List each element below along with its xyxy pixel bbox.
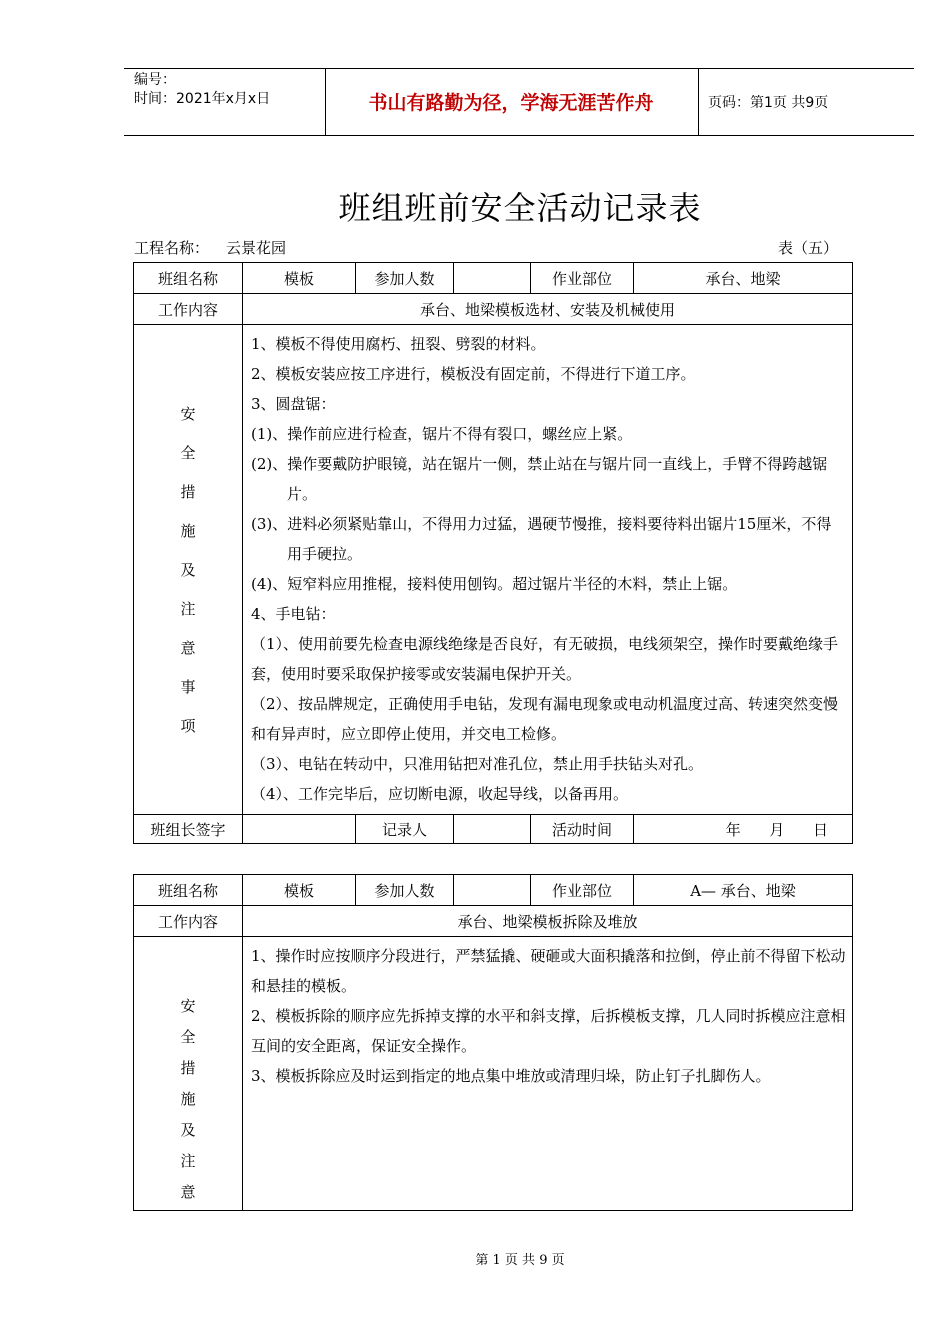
safety-item: 2、模板拆除的顺序应先拆掉支撑的水平和斜支撑，后拆模板支撑，几人同时拆模应注意相互间的安全距离，保证安全操作。 [251,1007,846,1055]
recorder-label: 记录人 [356,815,454,844]
safety-item: (4)、短窄料应用推棍，接料使用刨钩。超过锯片半径的木料，禁止上锯。 [251,575,738,593]
safety-item: （1）、使用前要先检查电源线绝缘是否良好，有无破损，电线须架空，操作时要戴绝缘手套，使用时要采取保护接零或安装漏电保护开关。 [251,635,839,683]
work-content-label: 工作内容 [134,294,243,325]
safety-item: (1)、操作前应进行检查，锯片不得有裂口，螺丝应上紧。 [251,425,633,443]
safety-measures-label [134,937,243,1211]
safety-measures-content [243,325,853,815]
safety-label-char: 事 [180,678,196,696]
header-divider [698,68,699,135]
safety-item: (3)、进料必须紧贴靠山，不得用力过猛，遇硬节慢推，接料要待料出锯片15厘米，不得用手硬拉。 [251,515,832,563]
safety-item: （2）、按品牌规定，正确使用手电钻，发现有漏电现象或电动机温度过高、转速突然变慢和有异声时，应立即停止使用，并交电工检修。 [251,695,839,743]
work-location-label: 作业部位 [531,875,634,906]
team-name-label: 班组名称 [134,263,243,294]
safety-label-char: 全 [180,444,196,462]
safety-measures-content [243,937,853,1211]
safety-label-char: 及 [180,561,196,579]
team-leader-sign-value [243,815,356,844]
doc-number-label: 编号： [134,72,176,88]
page-footer: 第 1 页 共 9 页 [475,1253,565,1268]
record-table-2 [133,874,853,1211]
work-content-label: 工作内容 [134,906,243,937]
participants-value [454,263,531,294]
safety-label-char: 全 [180,1028,196,1046]
participants-label: 参加人数 [356,263,454,294]
safety-item: 2、模板安装应按工序进行，模板没有固定前，不得进行下道工序。 [251,365,696,383]
project-label: 工程名称： [134,239,210,257]
safety-item: （3）、电钻在转动中，只准用钻把对准孔位，禁止用手扶钻头对孔。 [251,755,704,773]
work-location-value: 承台、地梁 [634,263,853,294]
safety-label-char: 项 [180,717,196,735]
recorder-value [454,815,531,844]
safety-item: 1、模板不得使用腐朽、扭裂、劈裂的材料。 [251,335,546,353]
page-title: 班组班前安全活动记录表 [338,189,702,227]
activity-time-label: 活动时间 [531,815,634,844]
safety-label-char: 安 [180,997,196,1015]
safety-measures-label [134,325,243,815]
safety-label-char: 措 [180,1059,196,1077]
work-content-value: 承台、地梁模板拆除及堆放 [243,906,853,937]
record-table-1 [133,262,853,844]
team-name-value: 模板 [243,875,356,906]
participants-label: 参加人数 [356,875,454,906]
safety-item: 3、圆盘锯： [251,395,336,413]
work-location-value: A— 承台、地梁 [634,875,853,906]
safety-label-char: 措 [180,483,196,501]
safety-item: 3、模板拆除应及时运到指定的地点集中堆放或清理归垛，防止钉子扎脚伤人。 [251,1067,771,1085]
doc-time-label: 时间：2021年x月x日 [134,91,271,107]
safety-label-char: 安 [180,405,196,423]
safety-label-char: 施 [180,1090,196,1108]
safety-item: （4）、工作完毕后，应切断电源，收起导线，以备再用。 [251,785,629,803]
header-bottom-rule [124,135,914,136]
team-name-value: 模板 [243,263,356,294]
safety-item: (2)、操作要戴防护眼镜，站在锯片一侧，禁止站在与锯片同一直线上，手臂不得跨越锯片。 [251,455,828,503]
safety-label-char: 注 [180,1152,196,1170]
safety-label-char: 注 [180,600,196,618]
header-motto: 书山有路勤为径，学海无涯苦作舟 [368,92,654,114]
project-name: 云景花园 [226,239,287,257]
activity-time-value: 年 月 日 [634,815,853,844]
safety-label-char: 及 [180,1121,196,1139]
safety-item: 1、操作时应按顺序分段进行，严禁猛撬、硬砸或大面积撬落和拉倒，停止前不得留下松动和悬挂的模板。 [251,947,846,995]
header-page-label: 页码：第1页 共9页 [708,95,829,111]
work-content-value: 承台、地梁模板选材、安装及机械使用 [243,294,853,325]
safety-label-char: 施 [180,522,196,540]
safety-label-char: 意 [180,639,196,657]
participants-value [454,875,531,906]
header-top-rule [124,68,914,69]
table-number: 表（五） [778,239,839,257]
team-leader-sign-label: 班组长签字 [134,815,243,844]
safety-label-char: 意 [180,1183,196,1201]
work-location-label: 作业部位 [531,263,634,294]
team-name-label: 班组名称 [134,875,243,906]
safety-item: 4、手电钻： [251,605,336,623]
